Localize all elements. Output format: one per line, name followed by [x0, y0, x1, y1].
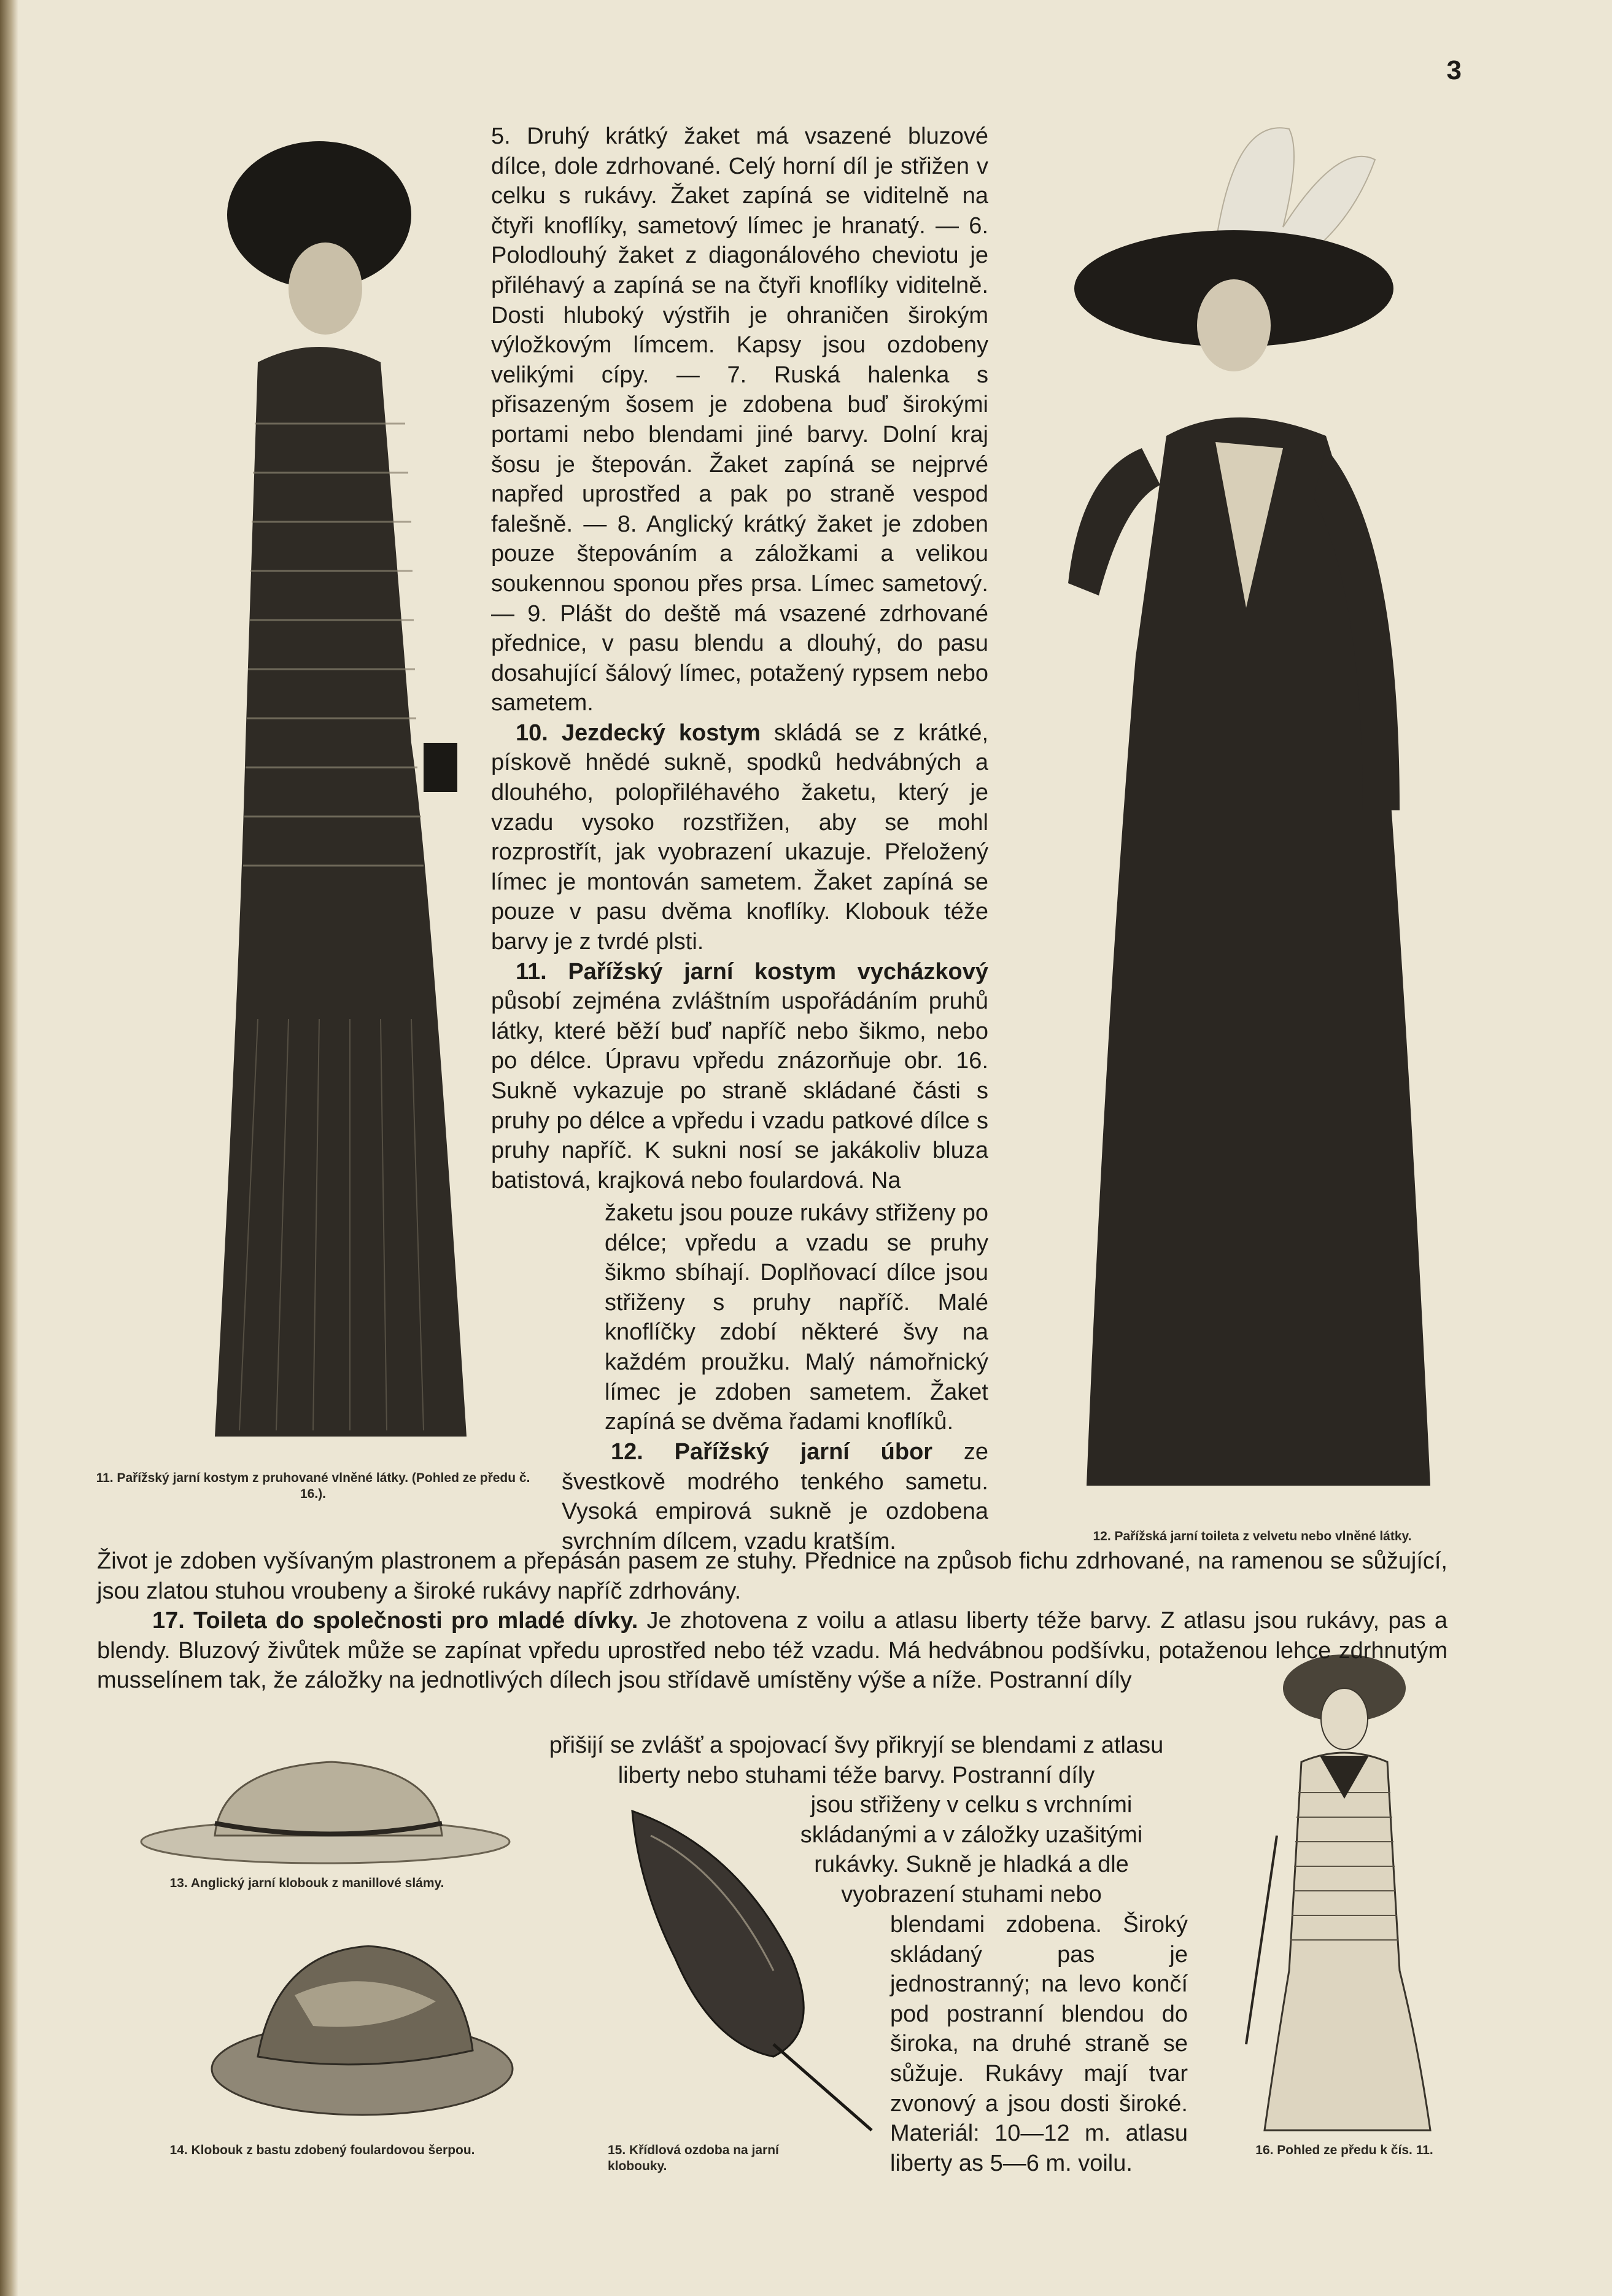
page-number: 3 — [1446, 55, 1462, 85]
paragraph-11-text: působí zejména zvláštním uspořádáním pruhů látky, které běží buď napříč nebo šikmo, nebo po délce. Úpravu vpředu znázorňuje obr. 16. Sukně vykazuje po straně skládané části s pruhy po délce a vpředu i vzadu patkové dílce s pruhy napříč. K sukni nosí se jakákoliv bluza batistová, krajková nebo foulardová. Na — [491, 988, 988, 1193]
paragraph-17-part-b: přišijí se zvlášť a spojovací švy přikryjí se blendami z atlasu liberty nebo stuhami téže barvy. Postranní díly — [549, 1732, 1164, 1788]
paragraph-11 — [491, 957, 988, 1196]
figure-12-caption: 12. Pařížská jarní toileta z velvetu nebo vlněné látky. — [1093, 1529, 1412, 1543]
paragraph-5-to-9: 5. Druhý krátký žaket má vsazené bluzové dílce, dole zdrhované. Celý horní díl je střižen v celku s rukávy. Žaket zapíná se viditelně na čtyři knoflíky, sametový límec je hranatý. — 6. Polodlouhý žaket z diagonálového cheviotu je přiléhavý a zapíná se na čtyři knoflíky viditelně. Dosti hluboký výstřih je ohraničen širokým výložkovým límcem. Kapsy jsou ozdobeny velikými cípy. — 7. Ruská halenka s přisazeným šosem je zdobena buď širokými portami nebo blendami jiné barvy. Dolní kraj šosu je štepován. Žaket zapíná se nejprvé napřed uprostřed a pak po straně vespod falešně. — 8. Anglický krátký žaket je zdoben pouze štepováním a záložkami a velikou soukennou sponou přes prsa. Límec sametový. — 9. Plášt do deště má vsazené zdrhované přednice, v pasu blendu a dlouhý, do pasu dosahující šálový límec, potažený rypsem nebo sametem. — [491, 123, 988, 716]
article-column-12 — [562, 1437, 988, 1556]
figure-12-velvet-gown-illustration — [1031, 104, 1479, 1504]
paragraph-17-part-c: jsou střiženy v celku s vrchními skládanými a v záložky uzašitými rukávky. Sukně je hladká a dle vyobrazení stuhami nebo — [800, 1792, 1143, 1907]
figure-15-caption: 15. Křídlová ozdoba na jarní klobouky. — [608, 2143, 779, 2173]
paragraph-10 — [491, 718, 988, 957]
paragraph-17-text: Je zhotovena z voilu a atlasu liberty téže barvy. Z atlasu jsou rukávy, pas a blendy. Bluzový živůtek může se zapínat vpředu uprostřed nebo též vzadu. Má hedvábnou podšívku, potaženou lehce zdrhnutým musselínem tak, že záložky na jednotlivých dílech jsou střídavě umístěny výše a níže. Postranní díly — [97, 1608, 1448, 1694]
paragraph-17-part-d: blendami zdobena. Široký skládaný pas je jednostranný; na levo končí pod postranní blendou do široka, na druhé straně se sůžuje. Rukávy mají tvar zvonový a jsou dosti široké. Materiál: 10—12 m. atlasu liberty as 5—6 m. voilu. — [890, 1912, 1188, 2176]
paragraph-12-text: ze švestkově modrého tenkého sametu. Vysoká empirová sukně je ozdobena svrchním dílcem, vzadu kratším. — [562, 1439, 988, 1554]
figure-13-caption: 13. Anglický jarní klobouk z manillové slámy. — [169, 1876, 444, 1890]
page-binding-edge — [0, 0, 18, 2296]
figure-16-front-view-illustration — [1234, 1651, 1455, 2136]
figure-13-straw-hat-illustration — [129, 1750, 516, 1872]
article-column-17d — [890, 1910, 1188, 2178]
paragraph-12 — [562, 1437, 988, 1556]
article-column-17c — [755, 1790, 1188, 1909]
heading-10: 10. Jezdecký kostym — [516, 719, 761, 746]
figure-16-caption: 16. Pohled ze předu k čís. 11. — [1255, 2143, 1433, 2157]
figure-14-bast-hat-illustration — [203, 1928, 522, 2124]
heading-17: 17. Toileta do společnosti pro mladé dívky. — [152, 1608, 638, 1634]
article-column-narrow — [605, 1198, 988, 1437]
figure-14-caption: 14. Klobouk z bastu zdobený foulardovou šerpou. — [169, 2143, 475, 2157]
heading-11: 11. Pařížský jarní kostym vycházkový — [516, 958, 988, 985]
figure-11-striped-suit-illustration — [123, 129, 503, 1455]
article-column-17b — [525, 1731, 1188, 1790]
article-column-main — [491, 122, 988, 1195]
paragraph-10-text: skládá se z krátké, pískově hnědé sukně, spodků hedvábných a dlouhého, polopřiléhavého žaketu, který je vzadu vysoko rozstřižen, aby se mohl rozprostřít, jak vyobrazení ukazuje. Přeložený límec je montován sametem. Žaket zapíná se pouze v pasu dvěma knoflíky. Klobouk téže barvy je z tvrdé plsti. — [491, 719, 989, 955]
heading-12: 12. Pařížský jarní úbor — [611, 1439, 933, 1465]
paragraph-11-continued: žaketu jsou pouze rukávy střiženy po délce; vpředu a vzadu se pruhy šikmo sbíhají. Doplňovací dílce jsou střiženy s pruhy napříč. Malé knoflíčky zdobí některé švy na každém proužku. Malý námořnický límec je zdoben sametem. Žaket zapíná se dvěma řadami knoflíků. — [605, 1200, 988, 1435]
paragraph-17 — [97, 1606, 1447, 1696]
figure-11-caption: 11. Pařížský jarní kostym z pruhované vlněné látky. (Pohled ze předu č. 16.). — [96, 1471, 530, 1501]
article-wide-band — [97, 1546, 1447, 1696]
paragraph-12-wide: Život je zdoben vyšívaným plastronem a přepásán pasem ze stuhy. Přednice na způsob fichu zdrhované, na ramenou se sůžující, jsou zlatou stuhou vroubeny a široké rukávy napříč zdrhovány. — [97, 1548, 1447, 1604]
